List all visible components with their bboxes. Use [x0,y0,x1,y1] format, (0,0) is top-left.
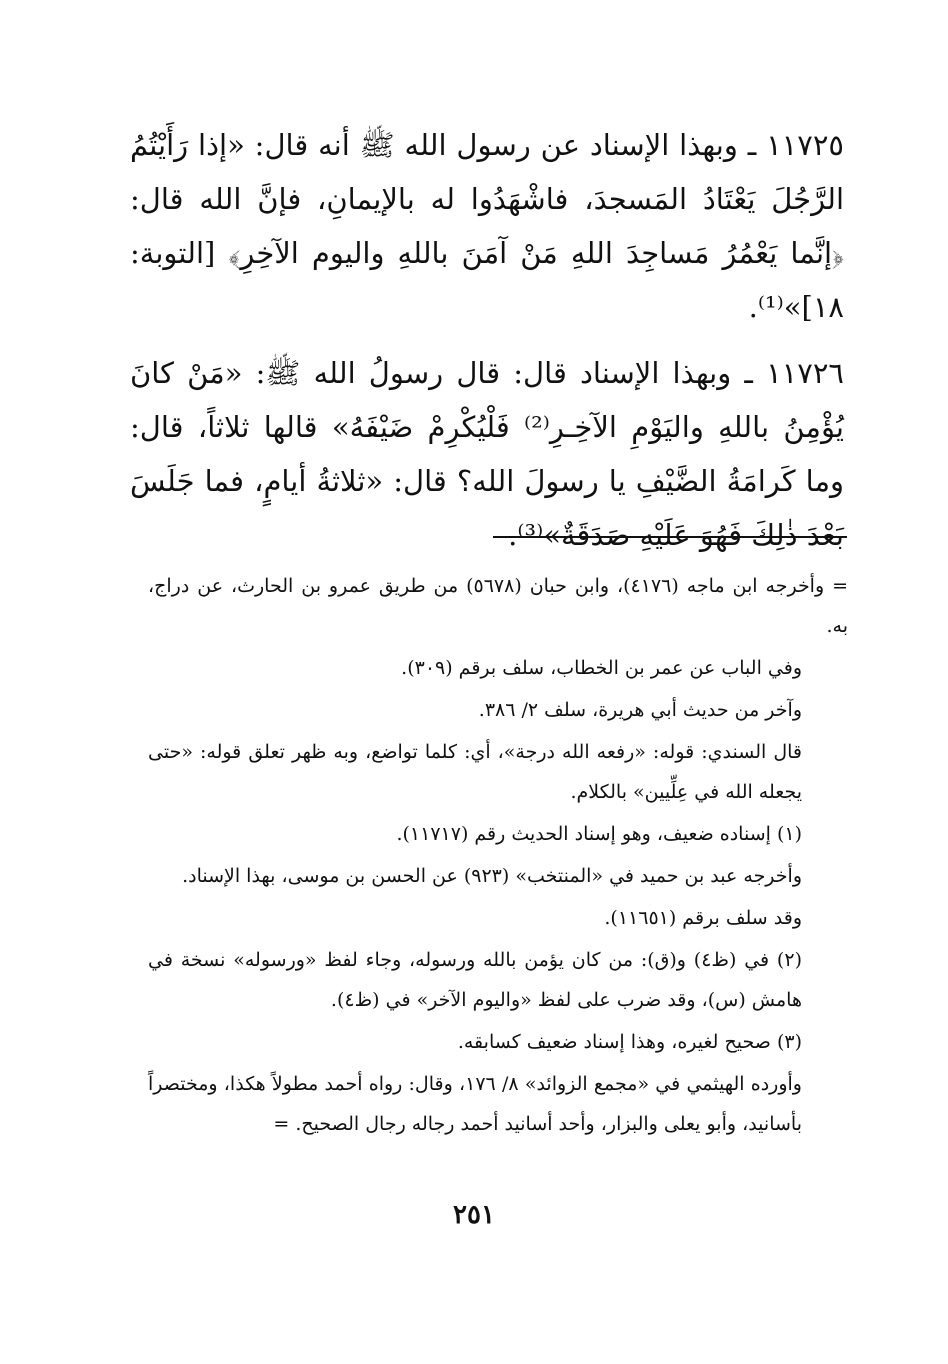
footnote-line: وفي الباب عن عمر بن الخطاب، سلف برقم (٣٠٩). [401,657,802,679]
footnote-line: وقد سلف برقم (١١٦٥١). [604,907,802,929]
hadith-11725: ١١٧٢٥ ـ وبهذا الإسناد عن رسول الله ﷺ أنه قال: «إذا رَأَيْتُمُ الرَّجُلَ يَعْتَادُ المَسجدَ، فاشْهَدُوا له بالإيمانِ، فإنَّ الله قال: ﴿إنَّما يَعْمُرُ مَساجِدَ اللهِ مَنْ آمَنَ باللهِ واليوم الآخِرِ﴾ [التوبة: ١٨]»⁽¹⁾. [130,128,844,324]
footnote-line: وآخر من حديث أبي هريرة، سلف ٢/ ٣٨٦. [478,699,802,721]
footnote-line: قال السندي: قوله: «رفعه الله درجة»، أي: كلما تواضع، وبه ظهر تعلق قوله: «حتى يجعله الله في عِلِّيين» بالكلام. [148,741,802,803]
footnotes [148,566,848,1146]
footnote-2: (٢) في (ظ٤) و(ق): من كان يؤمن بالله ورسوله، وجاء لفظ «ورسوله» نسخة في هامش (س)، وقد ضرب على لفظ «واليوم الآخر» في (ظ٤). [148,949,802,1011]
footnote-separator [493,536,847,538]
footnote-line: = وأخرجه ابن ماجه (٤١٧٦)، وابن حبان (٥٦٧٨) من طريق عمرو بن الحارث، عن دراج، به. [148,575,848,637]
footnote-line: وأورده الهيثمي في «مجمع الزوائد» ٨/ ١٧٦، وقال: رواه أحمد مطولاً هكذا، ومختصراً بأسانيد، وأبو يعلى والبزار، وأحد أسانيد أحمد رجاله رجال الصحيح. = [148,1073,802,1135]
footnote-line: وأخرجه عبد بن حميد في «المنتخب» (٩٢٣) عن الحسن بن موسى، بهذا الإسناد. [182,865,802,887]
main-text [130,118,844,574]
footnote-1: (١) إسناده ضعيف، وهو إسناد الحديث رقم (١١٧١٧). [396,823,802,845]
page-number: ٢٥١ [453,1200,495,1230]
footnote-3: (٣) صحيح لغيره، وهذا إسناد ضعيف كسابقه. [457,1031,802,1053]
hadith-11726: ١١٧٢٦ ـ وبهذا الإسناد قال: قال رسولُ الله ﷺ: «مَنْ كانَ يُؤْمِنُ باللهِ واليَوْمِ الآخِـرِ⁽²⁾ فَلْيُكْرِمْ ضَيْفَهُ» قالها ثلاثاً، قال: وما كَرامَةُ الضَّيْفِ يا رسولَ الله؟ قال: «ثلاثةُ أيامٍ، فما جَلَسَ بَعْدَ ذٰلِكَ فَهُوَ عَلَيْهِ صَدَقَةٌ»⁽³⁾. [130,356,845,552]
